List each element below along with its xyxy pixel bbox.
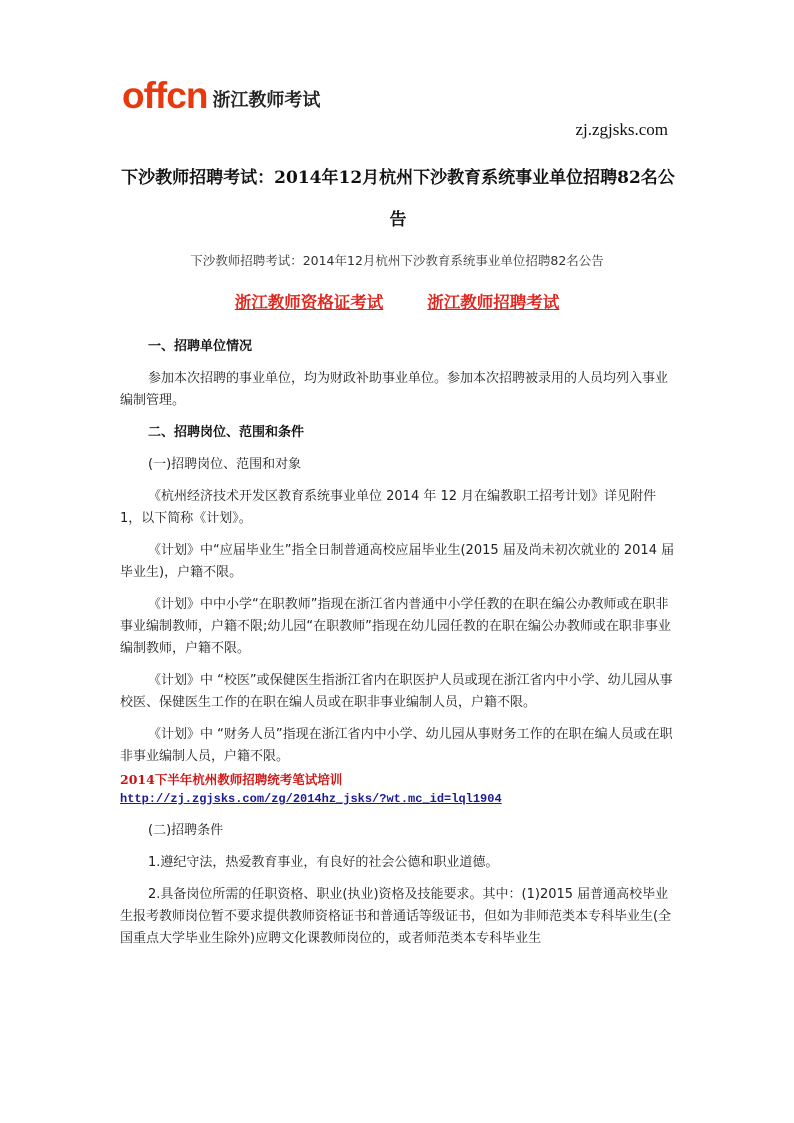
subsection-heading: (二)招聘条件 [148,823,224,838]
site-url: zj.zgjsks.com [575,120,668,139]
teacher-certificate-exam-link[interactable]: 浙江教师资格证考试 [234,293,384,312]
paragraph: 《计划》中中小学“在职教师”指现在浙江省内普通中小学任教的在职在编公办教师或在职非事业编制教师，户籍不限;幼儿园“在职教师”指现在幼儿园任教的在职在编公办教师或在职非事业编制教师，户籍不限。 [120,597,671,656]
paragraph: 2.具备岗位所需的任职资格、职业(执业)资格及技能要求。其中：(1)2015 届普通高校毕业生报考教师岗位暂不要求提供教师资格证书和普通话等级证书，但如为非师范类本专科毕业生(全国重点大学毕业生除外)应聘文化课教师岗位的，或者师范类本专科毕业生 [120,887,672,946]
offcn-logo [122,74,320,114]
paragraph: 《计划》中 “财务人员”指现在浙江省内中小学、幼儿园从事财务工作的在职在编人员或在职非事业编制人员，户籍不限。 [120,727,673,764]
paragraph: 《杭州经济技术开发区教育系统事业单位 2014 年 12 月在编教职工招考计划》详见附件 1，以下简称《计划》。 [120,489,657,526]
paragraph: 参加本次招聘的事业单位，均为财政补助事业单位。参加本次招聘被录用的人员均列入事业编制管理。 [120,371,669,408]
promo-title: 2014下半年杭州教师招聘统考笔试培训 [120,772,343,787]
page-title: 下沙教师招聘考试：2014年12月杭州下沙教育系统事业单位招聘82名公告 [121,168,675,230]
logo-brand: offcn [122,75,208,116]
featured-links [0,289,794,313]
paragraph: 《计划》中 “校医”或保健医生指浙江省内在职医护人员或现在浙江省内中小学、幼儿园从事校医、保健医生工作的在职在编人员或在职非事业编制人员，户籍不限。 [120,673,673,710]
logo-subtitle: 浙江教师考试 [212,90,321,111]
teacher-recruitment-exam-link[interactable]: 浙江教师招聘考试 [427,293,560,312]
paragraph: 《计划》中“应届毕业生”指全日制普通高校应届毕业生(2015 届及尚未初次就业的 2014 届毕业生)，户籍不限。 [120,543,675,580]
article-body [120,336,676,960]
section-heading: 二、招聘岗位、范围和条件 [148,425,305,440]
subsection-heading: (一)招聘岗位、范围和对象 [148,457,302,472]
section-heading: 一、招聘单位情况 [148,339,253,354]
paragraph: 1.遵纪守法，热爱教育事业，有良好的社会公德和职业道德。 [148,855,499,870]
page-subtitle: 下沙教师招聘考试：2014年12月杭州下沙教育系统事业单位招聘82名公告 [190,253,604,268]
promo-block [120,770,676,808]
promo-link[interactable]: http://zj.zgjsks.com/zg/2014hz_jsks/?wt.mc_id=lql1904 [120,792,502,806]
